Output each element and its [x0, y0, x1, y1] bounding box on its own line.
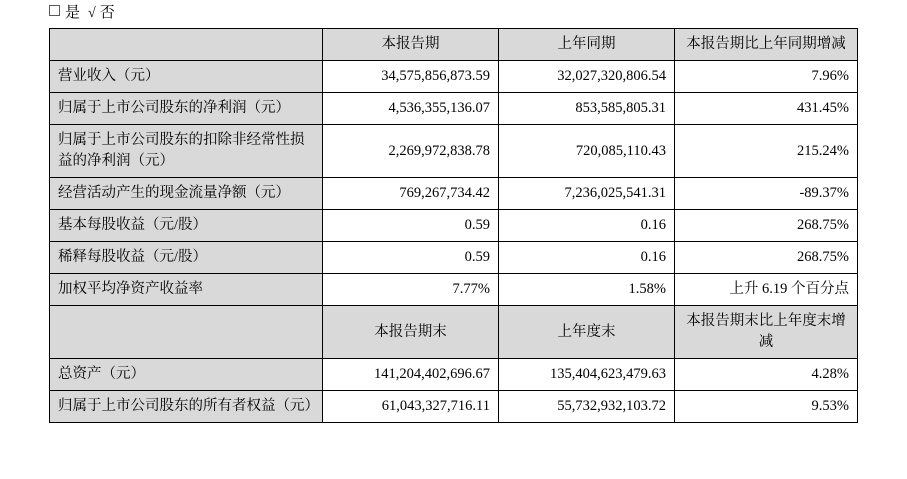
- table-header-row: [50, 29, 858, 61]
- no-label: 否: [99, 5, 115, 21]
- header-cell-current-period: 本报告期: [323, 29, 499, 61]
- header-cell-change: 本报告期比上年同期增减: [675, 29, 858, 61]
- table-row: [50, 178, 858, 210]
- yes-no-checkbox-line: [49, 4, 123, 23]
- row-value-previous: 0.16: [499, 210, 675, 242]
- row-value-current: 0.59: [323, 210, 499, 242]
- table-header-row-2: [50, 306, 858, 359]
- row-value-previous: 135,404,623,479.63: [499, 359, 675, 391]
- row-label: 归属于上市公司股东的扣除非经常性损益的净利润（元）: [50, 125, 323, 178]
- row-value-previous: 720,085,110.43: [499, 125, 675, 178]
- row-value-previous: 0.16: [499, 242, 675, 274]
- row-value-change: 215.24%: [675, 125, 858, 178]
- row-value-change: -89.37%: [675, 178, 858, 210]
- row-value-current: 141,204,402,696.67: [323, 359, 499, 391]
- row-value-change: 上升 6.19 个百分点: [675, 274, 858, 306]
- header2-cell-blank: [50, 306, 323, 359]
- row-value-current: 2,269,972,838.78: [323, 125, 499, 178]
- row-value-change: 431.45%: [675, 93, 858, 125]
- row-value-current: 769,267,734.42: [323, 178, 499, 210]
- header2-cell-current-period-end: 本报告期末: [323, 306, 499, 359]
- row-label: 归属于上市公司股东的净利润（元）: [50, 93, 323, 125]
- row-value-current: 7.77%: [323, 274, 499, 306]
- row-value-previous: 7,236,025,541.31: [499, 178, 675, 210]
- row-value-current: 61,043,327,716.11: [323, 391, 499, 423]
- row-label: 经营活动产生的现金流量净额（元）: [50, 178, 323, 210]
- row-value-previous: 1.58%: [499, 274, 675, 306]
- row-label: 营业收入（元）: [50, 61, 323, 93]
- row-value-change: 4.28%: [675, 359, 858, 391]
- table-row: [50, 125, 858, 178]
- yes-label: 是: [65, 5, 81, 21]
- row-value-change: 268.75%: [675, 210, 858, 242]
- row-value-previous: 853,585,805.31: [499, 93, 675, 125]
- table-row: [50, 210, 858, 242]
- row-label: 稀释每股收益（元/股）: [50, 242, 323, 274]
- table-row: [50, 61, 858, 93]
- row-label: 总资产（元）: [50, 359, 323, 391]
- header-cell-blank: [50, 29, 323, 61]
- row-value-change: 9.53%: [675, 391, 858, 423]
- row-value-change: 268.75%: [675, 242, 858, 274]
- table-row: [50, 274, 858, 306]
- financial-summary-table: [49, 28, 858, 423]
- row-label: 基本每股收益（元/股）: [50, 210, 323, 242]
- table-row: [50, 242, 858, 274]
- row-value-change: 7.96%: [675, 61, 858, 93]
- row-value-previous: 32,027,320,806.54: [499, 61, 675, 93]
- header-cell-previous-period: 上年同期: [499, 29, 675, 61]
- header2-cell-previous-year-end: 上年度末: [499, 306, 675, 359]
- row-value-current: 0.59: [323, 242, 499, 274]
- table-row: [50, 391, 858, 423]
- table-row: [50, 93, 858, 125]
- table-row: [50, 359, 858, 391]
- row-label: 加权平均净资产收益率: [50, 274, 323, 306]
- header2-cell-change: 本报告期末比上年度末增减: [675, 306, 858, 359]
- row-value-previous: 55,732,932,103.72: [499, 391, 675, 423]
- row-value-current: 34,575,856,873.59: [323, 61, 499, 93]
- checkbox-unchecked-icon[interactable]: [49, 5, 60, 16]
- row-label: 归属于上市公司股东的所有者权益（元）: [50, 391, 323, 423]
- row-value-current: 4,536,355,136.07: [323, 93, 499, 125]
- check-mark-icon: √: [88, 6, 96, 21]
